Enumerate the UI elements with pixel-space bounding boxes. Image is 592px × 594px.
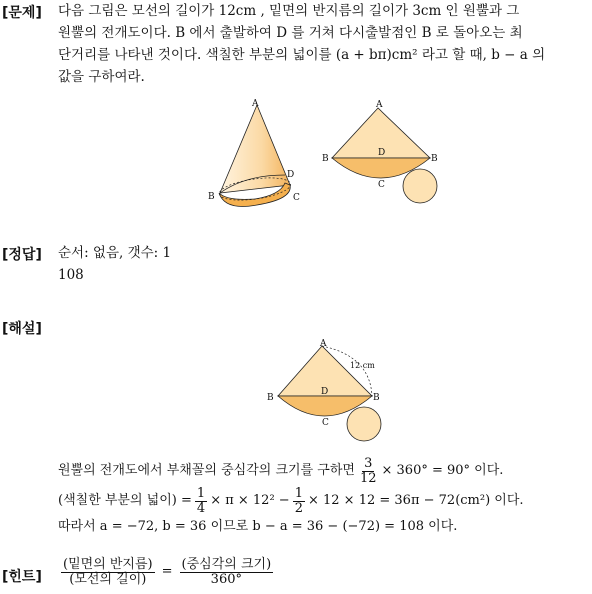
label-b: B [431, 154, 438, 164]
answer-text [58, 242, 171, 286]
solution-line [58, 486, 524, 516]
label-b: B [267, 393, 274, 403]
solution-text [58, 456, 524, 538]
problem-line: 값을 구하여라. [58, 69, 145, 85]
solution-line1-pre: 원뿔의 전개도에서 부채꼴의 중심각의 크기를 구하면 [58, 463, 355, 478]
answer-line: 순서: 없음, 갯수: 1 [58, 245, 172, 261]
solution-line: 따라서 a = −72, b = 36 이므로 b − a = 36 − (−72) = 108 이다. [58, 519, 458, 534]
solution-label: [해설] [2, 321, 42, 337]
fraction [195, 487, 207, 516]
label-c: C [293, 193, 300, 203]
answer-label: [정답] [2, 247, 42, 263]
label-c: C [322, 418, 329, 428]
base-circle [347, 407, 381, 441]
net-figure [318, 98, 448, 208]
fraction-den: 12 [359, 470, 377, 486]
hint-label: [힌트] [2, 569, 42, 585]
fraction-num: (밑면의 반지름) [63, 556, 153, 572]
solution-line2-mid: × π × 12² − [210, 493, 290, 508]
fraction-den: 4 [196, 500, 206, 516]
label-c: C [378, 180, 385, 190]
label-d: D [287, 170, 295, 180]
label-a: A [252, 99, 259, 109]
solution-line2-post: × 12 × 12 = 36π − 72(cm²) 이다. [307, 493, 524, 508]
fraction [358, 457, 379, 486]
problem-line: 원뿔의 전개도이다. B 에서 출발하여 D 를 거쳐 다시출발점인 B 로 돌아오는 최 [58, 25, 523, 41]
equals-sign: = [161, 564, 173, 579]
problem-line: 단거리를 나타낸 것이다. 색칠한 부분의 넓이를 (a + bπ)cm² 라고 할 때, b − a 의 [58, 47, 546, 63]
label-b: B [322, 154, 329, 164]
length-note: 12 cm [350, 361, 375, 370]
answer-value: 108 [58, 267, 84, 283]
problem-line: 다음 그림은 모선의 길이가 12cm , 밑면의 반지름의 길이가 3cm 인 원뿔과 그 [58, 3, 520, 19]
fraction-den: (모선의 길이) [69, 571, 147, 587]
solution-line2-pre: (색칠한 부분의 넓이) = [58, 493, 192, 508]
label-a: A [320, 339, 327, 349]
fraction-den: 2 [294, 500, 303, 516]
label-d: D [321, 387, 329, 397]
fraction-num: (중심각의 크기) [181, 556, 272, 572]
fraction [61, 558, 155, 587]
label-b: B [208, 192, 215, 202]
label-b: B [373, 393, 380, 403]
hint-formula [58, 552, 276, 592]
fraction-num: 1 [294, 485, 303, 501]
cone-body [220, 105, 290, 193]
cone-figure [205, 95, 305, 210]
problem-label: [문제] [2, 5, 42, 21]
problem-text [58, 0, 545, 88]
solution-net-figure [262, 338, 392, 448]
fraction [180, 558, 274, 587]
label-a: A [376, 100, 383, 110]
solution-line [58, 456, 524, 486]
fraction-num: 3 [364, 455, 373, 471]
base-circle [403, 169, 437, 203]
fraction-den: 360° [210, 571, 242, 587]
fraction [293, 487, 305, 516]
solution-line1-post: × 360° = 90° 이다. [381, 463, 504, 478]
fraction-num: 1 [196, 485, 206, 501]
label-d: D [378, 148, 386, 158]
